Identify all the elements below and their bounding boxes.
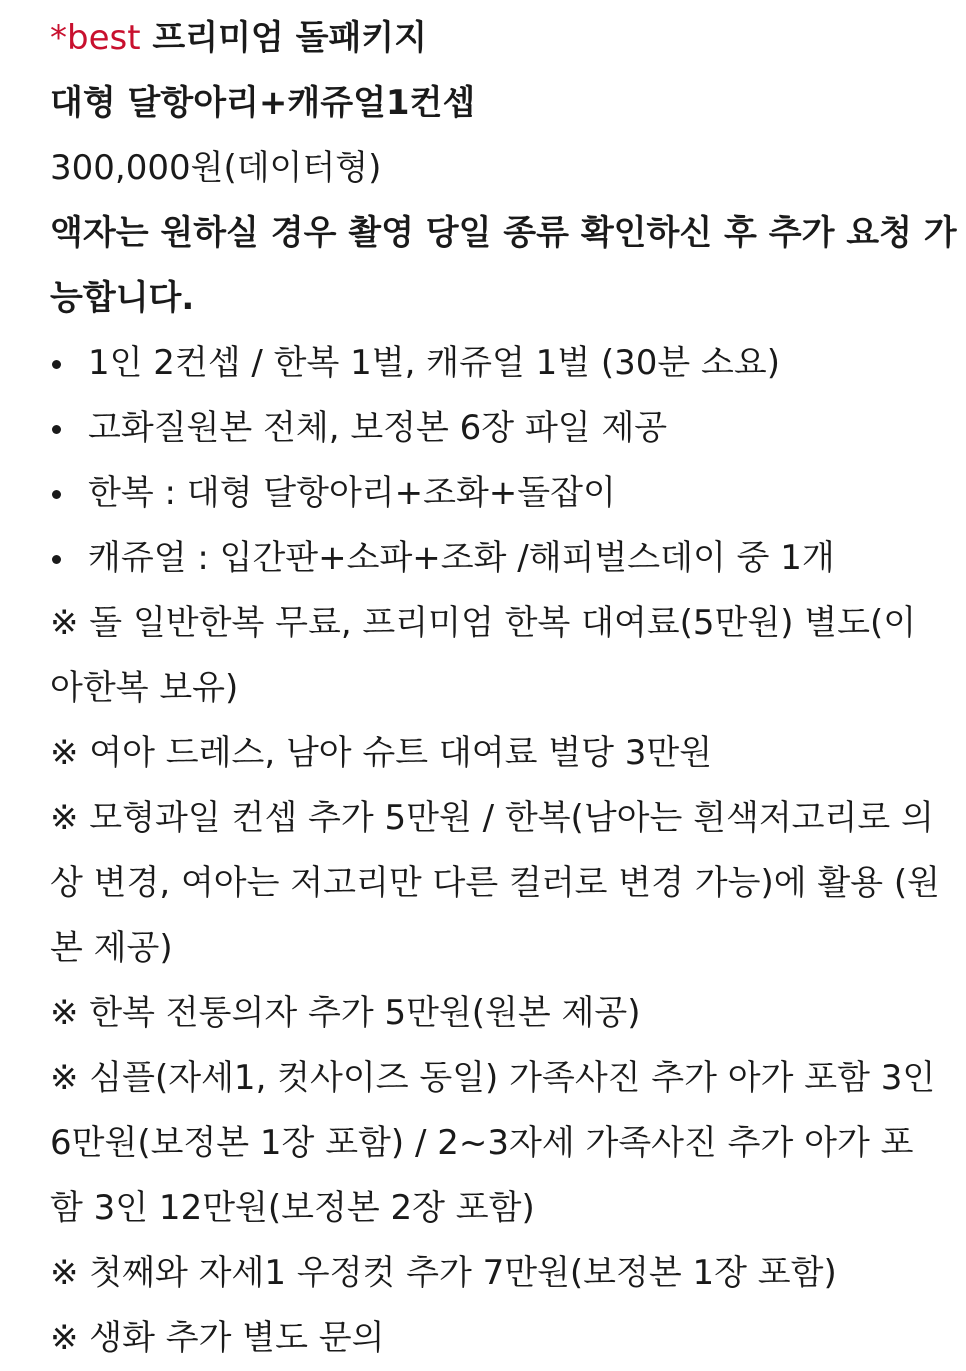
package-includes-list bbox=[50, 331, 916, 591]
note-line: ※ 생화 추가 별도 문의 bbox=[50, 1318, 385, 1358]
note-line: 6만원(보정본 1장 포함) / 2~3자세 가족사진 추가 아가 포 bbox=[50, 1123, 914, 1163]
list-item: 한복 : 대형 달항아리+조화+돌잡이 bbox=[50, 461, 916, 526]
package-concept: 대형 달항아리+캐쥬얼1컨셉 bbox=[50, 83, 476, 123]
note-line: ※ 한복 전통의자 추가 5만원(원본 제공) bbox=[50, 993, 641, 1033]
frame-note-line-1: 액자는 원하실 경우 촬영 당일 종류 확인하신 후 추가 요청 가 bbox=[50, 213, 957, 253]
package-name: 프리미엄 돌패키지 bbox=[140, 18, 427, 58]
note-line: ※ 모형과일 컨셉 추가 5만원 / 한복(남아는 흰색저고리로 의 bbox=[50, 798, 934, 838]
note-line: 상 변경, 여아는 저고리만 다른 컬러로 변경 가능)에 활용 (원 bbox=[50, 863, 941, 903]
note-line: ※ 첫째와 자세1 우정컷 추가 7만원(보정본 1장 포함) bbox=[50, 1253, 837, 1293]
frame-note-line-2: 능합니다. bbox=[50, 278, 195, 318]
package-price: 300,000원(데이터형) bbox=[50, 148, 382, 188]
note-line: 본 제공) bbox=[50, 928, 173, 968]
note-line: 아한복 보유) bbox=[50, 668, 239, 708]
best-tag: *best bbox=[50, 18, 141, 58]
list-item: 캐쥬얼 : 입간판+소파+조화 /해피벌스데이 중 1개 bbox=[50, 526, 916, 591]
list-item: 1인 2컨셉 / 한복 1벌, 캐쥬얼 1벌 (30분 소요) bbox=[50, 331, 916, 396]
notes-section bbox=[50, 591, 941, 1371]
note-line: ※ 돌 일반한복 무료, 프리미엄 한복 대여료(5만원) 별도(이 bbox=[50, 603, 917, 643]
note-line: ※ 여아 드레스, 남아 슈트 대여료 벌당 3만원 bbox=[50, 733, 713, 773]
note-line: 함 3인 12만원(보정본 2장 포함) bbox=[50, 1188, 535, 1228]
package-title bbox=[50, 6, 916, 71]
note-line: ※ 심플(자세1, 컷사이즈 동일) 가족사진 추가 아가 포함 3인 bbox=[50, 1058, 936, 1098]
list-item: 고화질원본 전체, 보정본 6장 파일 제공 bbox=[50, 396, 916, 461]
